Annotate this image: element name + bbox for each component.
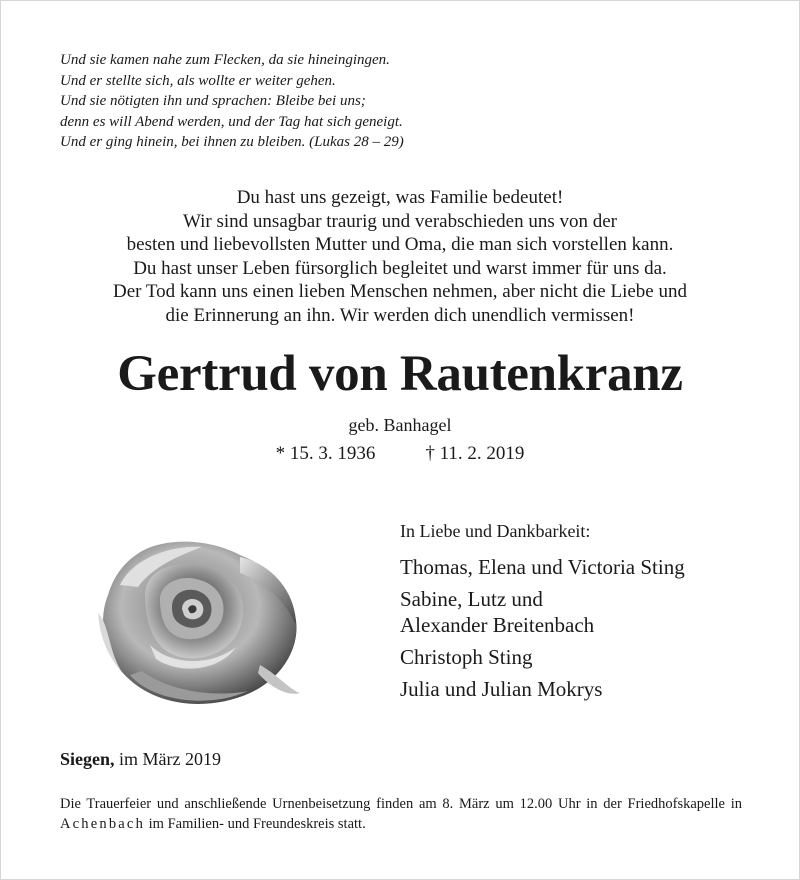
poem-line: Du hast uns gezeigt, was Familie bedeutet! [236, 187, 564, 208]
quote-line: Und er ging hinein, bei ihnen zu bleiben. (Lukas 28 – 29) [60, 134, 404, 150]
list-item [400, 554, 780, 580]
poem-line: Du hast unser Leben fürsorglich begleitet und warst immer für uns da. [133, 257, 667, 279]
farewell-poem [40, 186, 760, 328]
poem-line: die Erinnerung an ihn. Wir werden dich unendlich vermissen! [165, 304, 635, 326]
list-item [400, 586, 780, 638]
rose-icon [90, 525, 305, 710]
mourner-name: Julia und Julian Mokrys [400, 677, 603, 701]
life-dates [0, 442, 800, 466]
mourner-name-continued: Alexander Breitenbach [400, 613, 595, 637]
funeral-location: Achenbach [60, 816, 146, 832]
birth-date: * 15. 3. 1936 [275, 443, 376, 464]
place-date: im März 2019 [119, 749, 221, 769]
maiden-name: geb. Banhagel [348, 415, 452, 435]
poem-line: Der Tod kann uns einen lieben Menschen nehmen, aber nicht die Liebe und [113, 281, 687, 303]
quote-line: Und sie nötigten ihn und sprachen: Bleibe bei uns; [60, 93, 366, 109]
poem-line: besten und liebevollsten Mutter und Oma, die man sich vorstellen kann. [126, 234, 674, 256]
funeral-text: Die Trauerfeier und anschließende Urnenbeisetzung finden am 8. März um 12.00 Uhr in der Friedhofskapelle in [60, 796, 742, 812]
poem-line: Wir sind unsagbar traurig und verabschieden uns von der [182, 210, 617, 232]
mourner-name: Thomas, Elena und Victoria Sting [400, 555, 685, 579]
list-item [400, 676, 780, 702]
death-date: † 11. 2. 2019 [425, 443, 525, 464]
quote-line: Und er stellte sich, als wollte er weiter gehen. [60, 72, 336, 89]
place-and-date [60, 748, 221, 770]
mourner-name: Christoph Sting [400, 645, 533, 669]
list-item [400, 644, 780, 670]
funeral-notice [60, 794, 742, 834]
mourners-list [400, 554, 780, 708]
funeral-text-end: im Familien- und Freundeskreis statt. [145, 816, 366, 832]
quote-line: Und sie kamen nahe zum Flecken, da sie hineingingen. [60, 52, 390, 68]
bible-quote [60, 50, 620, 153]
thanks-intro: In Liebe und Dankbarkeit: [400, 521, 591, 541]
mourner-name: Sabine, Lutz und [400, 587, 543, 611]
place-city: Siegen, [60, 749, 115, 769]
deceased-name: Gertrud von Rautenkranz [117, 346, 683, 402]
quote-line: denn es will Abend werden, und der Tag hat sich geneigt. [60, 113, 403, 130]
